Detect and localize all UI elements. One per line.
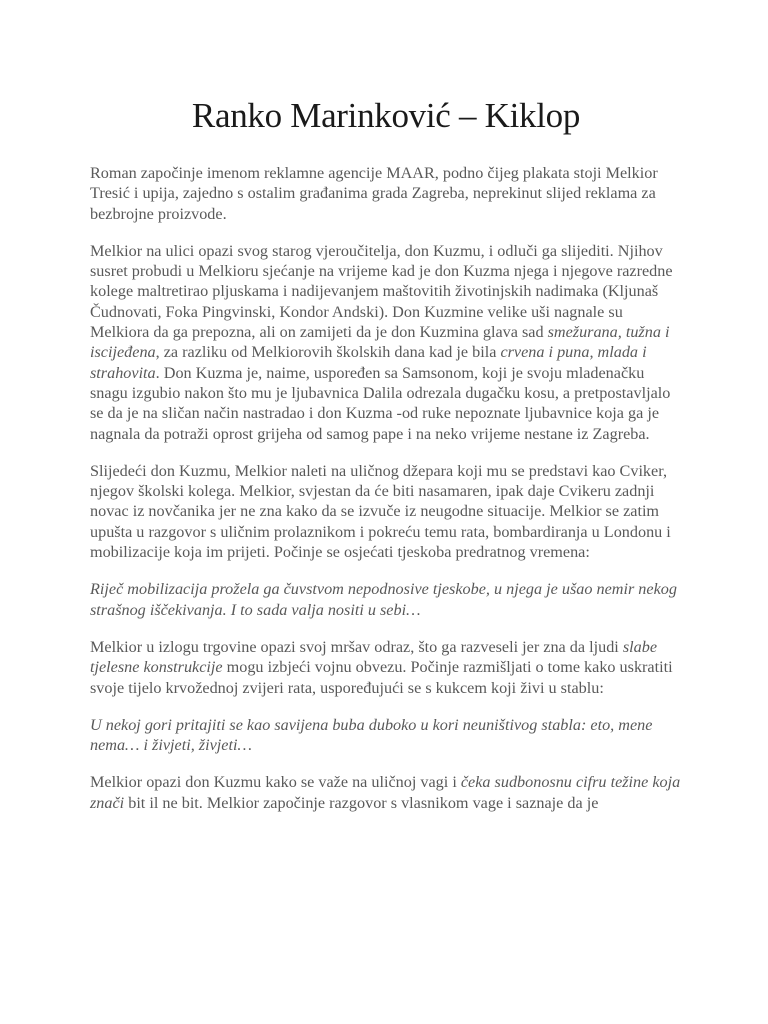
paragraph-2-text-c: . Don Kuzma je, naime, uspoređen sa Samsonom, koji je svoju mladenačku snagu izgubio nakon što mu je ljubavnica Dalila odrezala dugačku kosu, a pretpostavljalo se da je na sličan način nastradao i don Kuzma -od ruke nepoznate ljubavnice koja ga je nagnala da potraži oprost grijeha od samog pape i na neko vrijeme nestane iz Zagreba. (90, 363, 671, 443)
document-title: Ranko Marinković – Kiklop (191, 96, 581, 135)
paragraph-2-text-b: , za razliku od Melkiorovih školskih dana kad je bila (155, 343, 501, 362)
paragraph-4-text-a: Melkior u izlogu trgovine opazi svoj mršav odraz, što ga razveseli jer zna da ljudi (90, 637, 623, 656)
paragraph-4-emphasis-1: slabe tjelesne konstrukcije (90, 637, 658, 677)
paragraph-4-text-b: mogu izbjeći vojnu obvezu. Počinje razmišljati o tome kako uskratiti svoje tijelo krvožednoj zvijeri rata, uspoređujući se s kukcem koji živi u stablu: (90, 658, 673, 697)
paragraph-3: Slijedeći don Kuzmu, Melkior naleti na uličnog džepara koji mu se predstavi kao Cviker, njegov školski kolega. Melkior, svjestan da će biti nasamaren, ipak daje Cvikeru zadnji novac iz novčanika jer ne zna kako da se izvuče iz neugodne situacije. Melkior se zatim upušta u razgovor s uličnim prolaznikom i pokreću temu rata, bombardiranja u Londonu i mobilizacije koja im prijeti. Počinje se osjećati tjeskoba predratnog vremena: (90, 461, 671, 562)
paragraph-2-emphasis-2: crvena i puna, mlada i strahovita (90, 343, 647, 382)
paragraph-2-emphasis-1: smežurana, tužna i iscijeđena (90, 323, 670, 362)
paragraph-5-text-a: Melkior opazi don Kuzmu kako se važe na uličnoj vagi i (90, 773, 461, 792)
paragraph-4 (90, 637, 682, 698)
paragraph-5-text-b: bit il ne bit. Melkior započinje razgovor s vlasnikom vage i saznaje da je (124, 793, 599, 812)
paragraph-2-text-a: Melkior na ulici opazi svog starog vjeroučitelja, don Kuzmu, i odluči ga slijediti. Njihov susret probudi u Melkioru sjećanje na vrijeme kad je don Kuzma njega i njegove razredne kolege maltretirao pljuskama i nadijevanjem maštovitih životinjskih nadimaka (Kljunaš Čudnovati, Foka Pingvinski, Kondor Andski). Don Kuzmine velike uši nagnale su Melkiora da ga prepozna, ali on zamijeti da je don Kuzmina glava sad (90, 241, 673, 342)
paragraph-1: Roman započinje imenom reklamne agencije MAAR, podno čijeg plakata stoji Melkior Tresić i upija, zajedno s ostalim građanima grada Zagreba, neprekinut slijed reklama za bezbrojne proizvode. (90, 164, 658, 223)
paragraph-5-emphasis-1: čeka sudbonosnu cifru težine koja znači (90, 773, 681, 812)
quote-1: Riječ mobilizacija prožela ga čuvstvom nepodnosive tjeskobe, u njega je ušao nemir nekog strašnog iščekivanja. I to sada valja nositi u sebi… (90, 580, 677, 619)
paragraph-2 (90, 241, 682, 444)
quote-2: U nekoj gori pritajiti se kao savijena buba duboko u kori neuništivog stabla: eto, mene nema… i živjeti, živjeti… (90, 715, 653, 755)
paragraph-5 (90, 772, 682, 813)
document-page (90, 90, 682, 813)
